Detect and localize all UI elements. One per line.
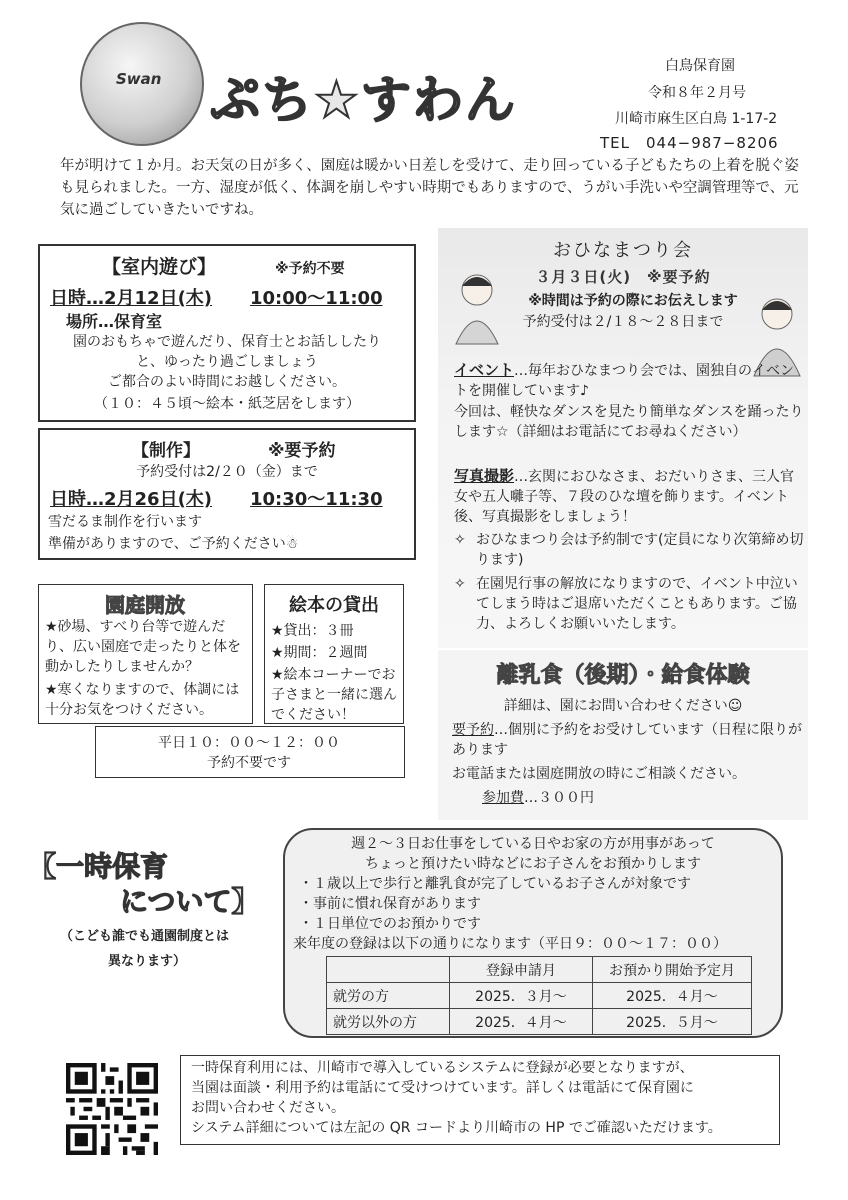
temp-care-sub1: （こども誰でも通園制度とは bbox=[60, 929, 230, 944]
reserve-text: …個別に予約をお受けしています（日程に限りがあります bbox=[452, 722, 802, 758]
indoor-line2: と、ゆったり過ごしましょう bbox=[136, 354, 318, 370]
craft-time: 10:30〜11:30 bbox=[250, 489, 383, 510]
telephone: TEL 044−987−8206 bbox=[600, 134, 779, 152]
table-cell: 就労以外の方 bbox=[327, 1009, 450, 1035]
fee-text: …３００円 bbox=[524, 790, 594, 806]
indoor-title: 【室内遊び】 bbox=[102, 256, 217, 278]
temp-care-title1: 【一時保育 bbox=[28, 850, 169, 883]
weaning-title: 離乳食（後期）・給食体験 bbox=[496, 663, 750, 688]
hina-bullet1: おひなまつり会は予約制です(定員になり次第締め切ります) bbox=[476, 532, 804, 568]
qr-info-line2: 当園は面談・利用予約は電話にて受けつけています。詳しくは電話にて保育園に bbox=[191, 1080, 694, 1096]
intro-text: 年が明けて１か月。お天気の日が多く、園庭は暖かい日差しを受けて、走り回っている子どもたちの上着を脱ぐ姿も見られました。一方、湿度が低く、体調を崩しやすい時期でもありますので、うがい手洗いや空調管理等で、元気に過ごしていきたいですね。 bbox=[60, 158, 799, 218]
weaning-detail: 詳細は、園にお問い合わせください☺ bbox=[503, 698, 743, 714]
craft-line2: 準備がありますので、ご予約ください☃ bbox=[48, 536, 299, 552]
table-header-row bbox=[327, 957, 752, 983]
temp-care-bullet: ・１歳以上で歩行と離乳食が完了しているお子さんが対象です bbox=[299, 876, 691, 892]
garden-hours-note: 予約不要です bbox=[207, 755, 291, 771]
qr-info-line3: お問い合わせください。 bbox=[191, 1100, 345, 1116]
address: 川崎市麻生区白鳥 1-17-2 bbox=[615, 111, 778, 127]
books-line1: ★貸出：３冊 bbox=[271, 623, 354, 639]
temp-care-title2: について】 bbox=[120, 885, 260, 918]
bullet-icon: ✧ bbox=[454, 576, 466, 592]
hina-reception: 予約受付は２/１８〜２８日まで bbox=[522, 314, 724, 330]
qr-info-box bbox=[180, 1055, 780, 1145]
garden-hours-box bbox=[95, 726, 405, 778]
photo-label: 写真撮影 bbox=[454, 467, 515, 485]
books-line2: ★期間：２週間 bbox=[271, 645, 368, 661]
hina-panel bbox=[438, 228, 808, 648]
bullet-icon: ✧ bbox=[454, 532, 466, 548]
qr-code-icon[interactable] bbox=[66, 1063, 158, 1155]
weaning-panel bbox=[438, 650, 808, 820]
table-cell: 就労の方 bbox=[327, 983, 450, 1009]
indoor-play-box bbox=[38, 244, 416, 422]
reserve-label: 要予約 bbox=[452, 722, 494, 738]
books-title: 絵本の貸出 bbox=[289, 595, 379, 616]
photo-text: …玄関におひなさま、おだいりさま、三人官女や五人囃子等、７段のひな壇を飾ります。イベント後、写真撮影をしましょう！ bbox=[454, 469, 795, 525]
craft-note: ※要予約 bbox=[268, 441, 336, 461]
hina-title: おひなまつり会 bbox=[553, 240, 693, 261]
event-text: …毎年おひなまつり会では、園独自のイベントを開催しています♪ bbox=[454, 363, 795, 399]
garden-line2: ★寒くなりますので、体調には十分お気をつけください。 bbox=[45, 682, 240, 718]
garden-box bbox=[38, 584, 253, 724]
logo bbox=[80, 22, 204, 146]
registration-note: 来年度の登録は以下の通りになります（平日９：００〜１７：００） bbox=[293, 936, 727, 952]
temp-care-bullet: ・１日単位でのお預かりです bbox=[299, 916, 481, 932]
issue-label: 令和８年２月号 bbox=[648, 85, 746, 101]
indoor-line4: （１０：４５頃〜絵本・紙芝居をします） bbox=[94, 396, 360, 412]
fee-label: 参加費 bbox=[482, 790, 524, 806]
books-line3: ★絵本コーナーでお子さまと一緒に選んでください！ bbox=[271, 667, 397, 723]
event-text2: 今回は、軽快なダンスを見たり簡単なダンスを踊ったりします☆（詳細はお電話にてお尋ねください） bbox=[454, 404, 804, 440]
org-name: 白鳥保育園 bbox=[665, 58, 735, 74]
table-header bbox=[327, 957, 450, 983]
table-cell: 2025．５月〜 bbox=[593, 1009, 752, 1035]
indoor-place: 場所…保育室 bbox=[66, 312, 163, 331]
indoor-note: ※予約不要 bbox=[275, 261, 345, 277]
garden-line1: ★砂場、すべり台等で遊んだり、広い園庭で走ったりと体を動かしたりしませんか？ bbox=[45, 619, 241, 675]
garden-title: 園庭開放 bbox=[105, 593, 185, 617]
books-box bbox=[264, 584, 404, 724]
table-header: お預かり開始予定月 bbox=[593, 957, 752, 983]
craft-date: 日時…2月26日(木) bbox=[50, 489, 213, 510]
table-row bbox=[327, 983, 752, 1009]
indoor-date: 日時…2月12日(木) bbox=[50, 288, 213, 309]
hina-date: ３月３日(火) ※要予約 bbox=[535, 268, 711, 286]
table-cell: 2025．４月〜 bbox=[593, 983, 752, 1009]
event-label: イベント bbox=[454, 361, 515, 379]
table-cell: 2025．４月〜 bbox=[450, 1009, 593, 1035]
craft-line1: 雪だるま制作を行います bbox=[48, 514, 202, 530]
craft-reception: 予約受付は2/２０（金）まで bbox=[136, 464, 318, 480]
craft-title: 【制作】 bbox=[132, 441, 200, 461]
registration-table bbox=[326, 956, 752, 1035]
qr-info-line1: 一時保育利用には、川崎市で導入しているシステムに登録が必要となりますが、 bbox=[191, 1060, 694, 1076]
qr-info-line4: システム詳細については左記の QR コードより川崎市の HP でご確認いただけます。 bbox=[191, 1120, 722, 1136]
temp-care-desc2: ちょっと預けたい時などにお子さんをお預かりします bbox=[365, 856, 701, 872]
table-row bbox=[327, 1009, 752, 1035]
logo-text: Swan bbox=[116, 70, 162, 88]
temp-care-sub2: 異なります） bbox=[108, 954, 187, 969]
temp-care-desc1: 週２〜３日お仕事をしている日やお家の方が用事があって bbox=[351, 836, 715, 852]
newsletter-title: ぷち★すわん bbox=[210, 71, 517, 129]
hina-bullet2: 在園児行事の解放になりますので、イベント中泣いてしまう時はご退席いただくこともあります。ご協力、よろしくお願いいたします。 bbox=[476, 576, 798, 632]
craft-box bbox=[38, 428, 416, 560]
indoor-line3: ご都合のよい時間にお越しください。 bbox=[108, 374, 346, 390]
weaning-consult: お電話または園庭開放の時にご相談ください。 bbox=[452, 766, 746, 782]
garden-hours: 平日１０：００〜１２：００ bbox=[158, 735, 340, 751]
temp-care-bullet: ・事前に慣れ保育があります bbox=[299, 896, 481, 912]
indoor-line1: 園のおもちゃで遊んだり、保育士とお話ししたり bbox=[73, 334, 381, 350]
table-header: 登録申請月 bbox=[450, 957, 593, 983]
table-cell: 2025．３月〜 bbox=[450, 983, 593, 1009]
hina-time-note: ※時間は予約の際にお伝えします bbox=[528, 293, 738, 309]
indoor-time: 10:00〜11:00 bbox=[250, 288, 383, 309]
